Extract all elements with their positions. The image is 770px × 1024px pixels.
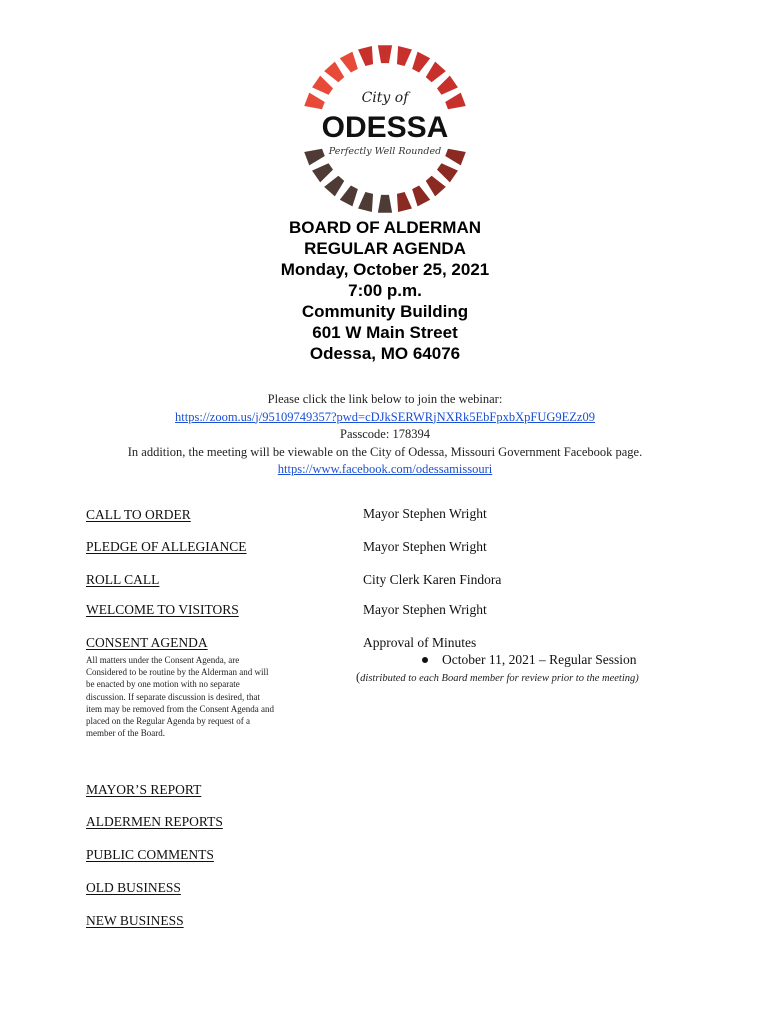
title-line-board: BOARD OF ALDERMAN: [288, 218, 482, 237]
webinar-intro: Please click the link below to join the webinar:: [267, 392, 503, 406]
agenda-item-new-business: NEW BUSINESS: [86, 913, 184, 928]
sunburst-ray: [397, 192, 412, 212]
title-line-date: Monday, October 25, 2021: [280, 260, 490, 279]
consent-minutes-note: [356, 670, 639, 685]
agenda-item-mayors-report: MAYOR’S REPORT: [86, 782, 202, 797]
sunburst-ray: [437, 76, 458, 95]
sunburst-ray: [312, 76, 333, 95]
sunburst-ray: [426, 176, 446, 197]
sunburst-ray: [412, 186, 430, 207]
webinar-info: [0, 391, 770, 479]
agenda-item-roll-call: ROLL CALL: [86, 572, 160, 587]
sunburst-ray: [378, 45, 392, 63]
note-open-paren: (: [356, 670, 361, 684]
agenda-item-consent: CONSENT AGENDA: [86, 635, 208, 650]
sunburst-ray: [358, 192, 373, 212]
sunburst-ray: [324, 176, 344, 197]
agenda-item-public-comments: PUBLIC COMMENTS: [86, 847, 214, 862]
title-line-agenda: REGULAR AGENDA: [304, 239, 466, 258]
note-text: distributed to each Board member for review prior to the meeting): [360, 673, 639, 684]
agenda-item-aldermen-reports: ALDERMEN REPORTS: [86, 814, 223, 829]
bullet-dot-icon: [422, 657, 428, 663]
sunburst-ray: [412, 52, 430, 73]
sunburst-ray: [397, 46, 412, 66]
title-line-venue: Community Building: [301, 302, 469, 321]
city-of-odessa-logo: [300, 44, 470, 214]
logo-city-of-text: City of: [361, 90, 409, 106]
sunburst-ray: [312, 163, 333, 182]
sunburst-ray: [426, 62, 446, 83]
agenda-item-welcome: WELCOME TO VISITORS: [86, 602, 239, 617]
agenda-title-block: [0, 217, 770, 364]
agenda-item-old-business: OLD BUSINESS: [86, 880, 181, 895]
sunburst-ray: [378, 195, 392, 213]
sunburst-ray: [340, 52, 358, 73]
sunburst-ray: [324, 62, 344, 83]
logo-odessa-text: ODESSA: [321, 111, 449, 144]
title-line-time: 7:00 p.m.: [348, 281, 422, 300]
presenter-roll-call: City Clerk Karen Findora: [363, 572, 502, 587]
webinar-passcode: Passcode: 178394: [340, 427, 430, 441]
title-line-street: 601 W Main Street: [312, 323, 458, 342]
agenda-item-pledge: PLEDGE OF ALLEGIANCE: [86, 539, 247, 554]
logo-tagline-text: Perfectly Well Rounded: [328, 146, 442, 157]
facebook-link[interactable]: https://www.facebook.com/odessamissouri: [277, 462, 493, 476]
title-line-city: Odessa, MO 64076: [309, 344, 461, 363]
facebook-note: In addition, the meeting will be viewable on the City of Odessa, Missouri Government Facebook page.: [127, 444, 643, 459]
presenter-welcome: Mayor Stephen Wright: [363, 602, 487, 617]
sunburst-ray: [445, 149, 466, 166]
sunburst-ray: [358, 46, 373, 66]
sunburst-ray: [304, 93, 325, 110]
sunburst-ray: [437, 163, 458, 182]
consent-approval-of-minutes: Approval of Minutes: [363, 635, 477, 650]
consent-agenda-description: All matters under the Consent Agenda, are Considered to be routine by the Alderman and will be enacted by one motion with no separate discussion. If separate discussion is desired, that item may be removed from the Consent Agenda and placed on the Regular Agenda by request of a member of the Board.: [86, 655, 274, 739]
zoom-link[interactable]: https://zoom.us/j/95109749357?pwd=cDJkSERWRjNXRk5EbFpxbXpFUG9EZz09: [175, 409, 595, 424]
presenter-call-to-order: Mayor Stephen Wright: [363, 506, 487, 521]
sunburst-ray: [445, 93, 466, 110]
consent-minutes-bullet: [422, 652, 636, 668]
consent-minutes-entry: October 11, 2021 – Regular Session: [442, 652, 637, 667]
sunburst-ray: [304, 149, 325, 166]
presenter-pledge: Mayor Stephen Wright: [363, 539, 487, 554]
agenda-item-call-to-order: CALL TO ORDER: [86, 507, 191, 522]
sunburst-ray: [340, 186, 358, 207]
sunburst-logo-graphic: [300, 44, 470, 214]
